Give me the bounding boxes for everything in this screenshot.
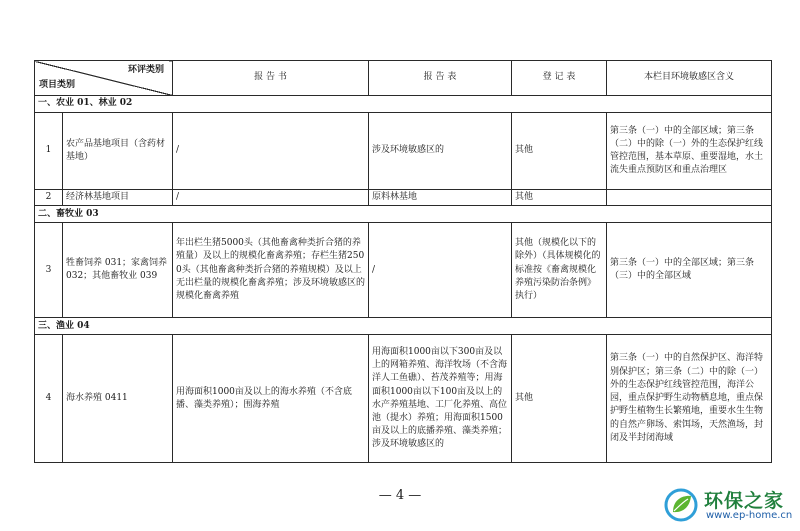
row-number: 3 bbox=[35, 223, 63, 318]
table-row bbox=[35, 335, 772, 463]
report-table-cell: / bbox=[369, 223, 512, 318]
table-row bbox=[35, 190, 772, 206]
report-table-cell: 用海面积1000亩以下300亩及以上的网箱养殖、海洋牧场（不含海洋人工鱼礁）、苔茂养殖等；用海面积1000亩以下100亩及以上的水产养殖基地、工厂化养殖、高位池（提水）养殖；用海面积1500亩及以上的底播养殖、藻类养殖；涉及环境敏感区的 bbox=[369, 335, 512, 463]
watermark-url: www.ep-home.cn bbox=[706, 510, 793, 521]
header-project-category: 项目类别 bbox=[39, 79, 76, 90]
register-cell: 其他（规模化以下的除外）（具体规模化的标准按《畜禽规模化养殖污染防治条例》执行） bbox=[512, 223, 607, 318]
register-cell: 其他 bbox=[512, 190, 607, 206]
row-number: 4 bbox=[35, 335, 63, 463]
header-report: 报 告 书 bbox=[173, 61, 369, 96]
register-cell: 其他 bbox=[512, 113, 607, 190]
project-name: 农产品基地项目（含药材基地） bbox=[63, 113, 173, 190]
report-cell: / bbox=[173, 190, 369, 206]
project-name: 海水养殖 0411 bbox=[63, 335, 173, 463]
register-cell: 其他 bbox=[512, 335, 607, 463]
report-cell: / bbox=[173, 113, 369, 190]
section-title: 一、农业 01、林业 02 bbox=[35, 96, 772, 113]
table-row bbox=[35, 223, 772, 318]
leaf-logo-icon bbox=[664, 488, 698, 522]
table-row bbox=[35, 113, 772, 190]
report-table-cell: 涉及环境敏感区的 bbox=[369, 113, 512, 190]
section-title: 二、畜牧业 03 bbox=[35, 206, 772, 223]
watermark-logo bbox=[658, 482, 800, 528]
sensitive-cell: 第三条（一）中的自然保护区、海洋特别保护区；第三条（二）中的除（一）外的生态保护红线管控范围，海洋公园，重点保护野生动物栖息地，重点保护野生植物生长繁殖地，重要水生生物的自然产卵场、索饵场，天然渔场，封闭及半封闭海域 bbox=[607, 335, 772, 463]
header-register: 登 记 表 bbox=[512, 61, 607, 96]
project-name: 经济林基地项目 bbox=[63, 190, 173, 206]
section-row bbox=[35, 96, 772, 113]
page-number: — 4 — bbox=[378, 488, 422, 503]
catalog-table bbox=[34, 60, 772, 463]
diagonal-header-cell bbox=[35, 61, 173, 96]
row-number: 1 bbox=[35, 113, 63, 190]
header-report-table: 报 告 表 bbox=[369, 61, 512, 96]
header-sensitive-area: 本栏目环境敏感区含义 bbox=[607, 61, 772, 96]
sensitive-cell: 第三条（一）中的全部区域；第三条（三）中的全部区域 bbox=[607, 223, 772, 318]
header-row bbox=[35, 61, 772, 96]
report-cell: 用海面积1000亩及以上的海水养殖（不含底播、藻类养殖）；围海养殖 bbox=[173, 335, 369, 463]
sensitive-cell bbox=[607, 190, 772, 206]
section-row bbox=[35, 206, 772, 223]
section-title: 三、渔业 04 bbox=[35, 318, 772, 335]
watermark-brand: 环保之家 bbox=[704, 490, 785, 512]
sensitive-cell: 第三条（一）中的全部区域；第三条（二）中的除（一）外的生态保护红线管控范围，基本草原、重要湿地，水土流失重点预防区和重点治理区 bbox=[607, 113, 772, 190]
report-cell: 年出栏生猪5000头（其他畜禽种类折合猪的养殖量）及以上的规模化畜禽养殖；存栏生猪2500头（其他畜禽种类折合猪的养殖规模）及以上无出栏量的规模化畜禽养殖；涉及环境敏感区的规模化畜禽养殖 bbox=[173, 223, 369, 318]
section-row bbox=[35, 318, 772, 335]
row-number: 2 bbox=[35, 190, 63, 206]
header-eia-category: 环评类别 bbox=[127, 65, 164, 75]
project-name: 牲畜饲养 031；家禽饲养 032；其他畜牧业 039 bbox=[63, 223, 173, 318]
report-table-cell: 原料林基地 bbox=[369, 190, 512, 206]
